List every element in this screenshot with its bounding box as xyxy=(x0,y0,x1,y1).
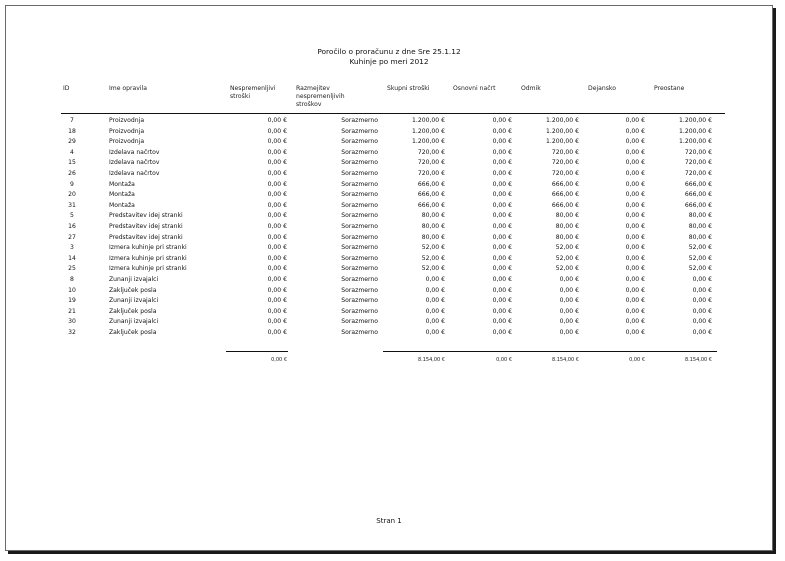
cell-name: Zaključek posla xyxy=(109,286,157,294)
cell-accrual: Sorazmerno xyxy=(341,254,378,262)
cell-remaining: 52,00 € xyxy=(688,244,712,252)
cell-accrual: Sorazmerno xyxy=(341,191,378,199)
cell-variance: 80,00 € xyxy=(555,223,579,230)
cell-fixed-cost: 0,00 € xyxy=(267,318,287,326)
cell-id: 10 xyxy=(68,286,76,294)
cell-total-cost: 1.200,00 € xyxy=(412,127,445,135)
cell-remaining: 0,00 € xyxy=(692,286,712,294)
cell-variance: 666,00 € xyxy=(551,180,579,188)
col-header-id: ID xyxy=(63,85,70,92)
cell-fixed-cost: 0,00 € xyxy=(267,148,287,156)
cell-accrual: Sorazmerno xyxy=(341,212,378,220)
cell-fixed-cost: 0,00 € xyxy=(267,117,287,124)
report-title-line1: Poročilo o proračunu z dne Sre 25.1.12 xyxy=(317,47,461,56)
cell-total-cost: 720,00 € xyxy=(417,170,445,177)
cell-name: Izmera kuhinje pri stranki xyxy=(109,254,187,262)
cell-accrual: Sorazmerno xyxy=(341,286,378,294)
cell-variance: 80,00 € xyxy=(555,212,579,220)
cell-name: Predstavitev idej stranki xyxy=(109,233,183,241)
cell-accrual: Sorazmerno xyxy=(341,138,378,146)
cell-fixed-cost: 0,00 € xyxy=(267,212,287,220)
cell-variance: 720,00 € xyxy=(551,148,579,156)
cell-id: 20 xyxy=(68,191,76,199)
cell-accrual: Sorazmerno xyxy=(341,276,378,283)
cell-fixed-cost: 0,00 € xyxy=(267,265,287,273)
cell-name: Predstavitev idej stranki xyxy=(109,212,183,220)
cell-actual: 0,00 € xyxy=(625,117,645,124)
cell-remaining: 80,00 € xyxy=(688,212,712,220)
cell-id: 26 xyxy=(68,170,76,177)
total-actual: 0,00 € xyxy=(629,357,645,363)
cell-fixed-cost: 0,00 € xyxy=(267,138,287,146)
cell-fixed-cost: 0,00 € xyxy=(267,223,287,230)
cell-total-cost: 80,00 € xyxy=(421,212,445,220)
cell-baseline: 0,00 € xyxy=(492,223,512,230)
total-remaining: 8.154,00 € xyxy=(684,357,712,363)
cell-total-cost: 666,00 € xyxy=(417,191,445,199)
cell-accrual: Sorazmerno xyxy=(341,127,378,135)
cell-id: 3 xyxy=(70,244,74,252)
cell-accrual: Sorazmerno xyxy=(341,223,378,230)
cell-name: Zunanji izvajalci xyxy=(109,276,159,283)
cell-total-cost: 666,00 € xyxy=(417,180,445,188)
page-number: Stran 1 xyxy=(376,517,402,525)
cell-name: Predstavitev idej stranki xyxy=(109,223,183,230)
cell-id: 8 xyxy=(70,276,74,283)
cell-remaining: 666,00 € xyxy=(684,180,712,188)
cell-baseline: 0,00 € xyxy=(492,233,512,241)
cell-baseline: 0,00 € xyxy=(492,127,512,135)
cell-fixed-cost: 0,00 € xyxy=(267,276,287,283)
cell-name: Zunanji izvajalci xyxy=(109,318,159,326)
cell-total-cost: 0,00 € xyxy=(425,276,445,283)
cell-accrual: Sorazmerno xyxy=(341,244,378,252)
cell-total-cost: 1.200,00 € xyxy=(412,117,445,124)
cell-actual: 0,00 € xyxy=(625,191,645,199)
cell-baseline: 0,00 € xyxy=(492,212,512,220)
cell-actual: 0,00 € xyxy=(625,159,645,167)
cell-actual: 0,00 € xyxy=(625,180,645,188)
cell-remaining: 0,00 € xyxy=(692,297,712,305)
cell-baseline: 0,00 € xyxy=(492,297,512,305)
cell-id: 14 xyxy=(68,254,76,262)
cell-accrual: Sorazmerno xyxy=(341,170,378,177)
cell-actual: 0,00 € xyxy=(625,170,645,177)
cell-fixed-cost: 0,00 € xyxy=(267,180,287,188)
report-title-line2: Kuhinje po meri 2012 xyxy=(349,57,429,66)
cell-total-cost: 80,00 € xyxy=(421,223,445,230)
cell-name: Proizvodnja xyxy=(109,117,145,124)
cell-fixed-cost: 0,00 € xyxy=(267,254,287,262)
cell-actual: 0,00 € xyxy=(625,254,645,262)
cell-total-cost: 720,00 € xyxy=(417,148,445,156)
cell-remaining: 0,00 € xyxy=(692,318,712,326)
cell-variance: 1.200,00 € xyxy=(546,138,579,146)
total-rule-costs xyxy=(383,351,717,352)
cell-accrual: Sorazmerno xyxy=(341,180,378,188)
cell-name: Proizvodnja xyxy=(109,127,145,135)
cell-remaining: 0,00 € xyxy=(692,329,712,336)
cell-fixed-cost: 0,00 € xyxy=(267,297,287,305)
cell-fixed-cost: 0,00 € xyxy=(267,244,287,252)
cell-accrual: Sorazmerno xyxy=(341,148,378,156)
cell-id: 18 xyxy=(68,127,76,135)
cell-name: Zaključek posla xyxy=(109,329,157,336)
col-header-actual: Dejansko xyxy=(588,85,616,92)
cell-actual: 0,00 € xyxy=(625,244,645,252)
cell-remaining: 0,00 € xyxy=(692,307,712,315)
cell-baseline: 0,00 € xyxy=(492,254,512,262)
cell-actual: 0,00 € xyxy=(625,276,645,283)
col-header-baseline: Osnovni načrt xyxy=(453,85,496,92)
cell-baseline: 0,00 € xyxy=(492,117,512,124)
cell-accrual: Sorazmerno xyxy=(341,329,378,336)
cell-total-cost: 52,00 € xyxy=(421,265,445,273)
cell-fixed-cost: 0,00 € xyxy=(267,286,287,294)
cell-baseline: 0,00 € xyxy=(492,148,512,156)
cell-id: 31 xyxy=(68,201,76,209)
cell-name: Montaža xyxy=(109,180,135,188)
cell-accrual: Sorazmerno xyxy=(341,117,378,124)
cell-id: 32 xyxy=(68,329,76,336)
cell-remaining: 80,00 € xyxy=(688,223,712,230)
cell-accrual: Sorazmerno xyxy=(341,233,378,241)
total-variance: 8.154,00 € xyxy=(551,357,579,363)
cell-total-cost: 666,00 € xyxy=(417,201,445,209)
cell-actual: 0,00 € xyxy=(625,127,645,135)
cell-accrual: Sorazmerno xyxy=(341,265,378,273)
cell-total-cost: 0,00 € xyxy=(425,318,445,326)
total-fixed-cost: 0,00 € xyxy=(271,357,287,363)
cell-baseline: 0,00 € xyxy=(492,265,512,273)
cell-variance: 52,00 € xyxy=(555,244,579,252)
cell-total-cost: 0,00 € xyxy=(425,307,445,315)
cell-id: 29 xyxy=(68,138,76,146)
cell-total-cost: 0,00 € xyxy=(425,297,445,305)
cell-id: 19 xyxy=(68,297,76,305)
cell-variance: 0,00 € xyxy=(559,297,579,305)
cell-baseline: 0,00 € xyxy=(492,276,512,283)
cell-variance: 0,00 € xyxy=(559,329,579,336)
cell-actual: 0,00 € xyxy=(625,318,645,326)
cell-actual: 0,00 € xyxy=(625,201,645,209)
cell-remaining: 80,00 € xyxy=(688,233,712,241)
cell-baseline: 0,00 € xyxy=(492,201,512,209)
cell-actual: 0,00 € xyxy=(625,329,645,336)
cell-remaining: 720,00 € xyxy=(684,170,712,177)
cell-id: 16 xyxy=(68,223,76,230)
cell-accrual: Sorazmerno xyxy=(341,159,378,167)
cell-id: 4 xyxy=(70,148,74,156)
cell-variance: 1.200,00 € xyxy=(546,117,579,124)
cell-actual: 0,00 € xyxy=(625,265,645,273)
cell-remaining: 52,00 € xyxy=(688,254,712,262)
cell-fixed-cost: 0,00 € xyxy=(267,329,287,336)
col-header-total-cost: Skupni stroški xyxy=(387,85,430,92)
cell-baseline: 0,00 € xyxy=(492,170,512,177)
cell-name: Izdelava načrtov xyxy=(109,148,160,156)
cell-fixed-cost: 0,00 € xyxy=(267,191,287,199)
total-total-cost: 8.154,00 € xyxy=(417,357,445,363)
cell-id: 5 xyxy=(70,212,74,220)
cell-variance: 666,00 € xyxy=(551,201,579,209)
cell-remaining: 720,00 € xyxy=(684,148,712,156)
cell-actual: 0,00 € xyxy=(625,307,645,315)
cell-total-cost: 52,00 € xyxy=(421,254,445,262)
cell-id: 15 xyxy=(68,159,76,167)
cell-baseline: 0,00 € xyxy=(492,138,512,146)
cell-variance: 720,00 € xyxy=(551,170,579,177)
cell-actual: 0,00 € xyxy=(625,138,645,146)
cell-accrual: Sorazmerno xyxy=(341,318,378,326)
cell-variance: 1.200,00 € xyxy=(546,127,579,135)
cell-name: Zaključek posla xyxy=(109,307,157,315)
cell-variance: 0,00 € xyxy=(559,307,579,315)
cell-baseline: 0,00 € xyxy=(492,286,512,294)
col-header-name: Ime opravila xyxy=(109,85,147,92)
cell-id: 25 xyxy=(68,265,76,273)
cell-id: 27 xyxy=(68,233,76,241)
cell-fixed-cost: 0,00 € xyxy=(267,233,287,241)
cell-fixed-cost: 0,00 € xyxy=(267,170,287,177)
cell-remaining: 0,00 € xyxy=(692,276,712,283)
cell-id: 30 xyxy=(68,318,76,326)
cell-total-cost: 80,00 € xyxy=(421,233,445,241)
col-header-accrual: Razmejitev nespremenljivih stroškov xyxy=(296,85,345,108)
cell-remaining: 1.200,00 € xyxy=(679,117,712,124)
cell-remaining: 720,00 € xyxy=(684,159,712,167)
cell-id: 9 xyxy=(70,180,74,188)
cell-actual: 0,00 € xyxy=(625,223,645,230)
cell-id: 7 xyxy=(70,117,74,124)
cell-name: Montaža xyxy=(109,191,135,199)
cell-baseline: 0,00 € xyxy=(492,191,512,199)
cell-name: Proizvodnja xyxy=(109,138,145,146)
cell-variance: 666,00 € xyxy=(551,191,579,199)
cell-fixed-cost: 0,00 € xyxy=(267,307,287,315)
report-page xyxy=(5,5,773,551)
cell-remaining: 52,00 € xyxy=(688,265,712,273)
cell-name: Montaža xyxy=(109,201,135,209)
cell-fixed-cost: 0,00 € xyxy=(267,159,287,167)
cell-variance: 0,00 € xyxy=(559,276,579,283)
col-header-variance: Odmik xyxy=(521,85,541,92)
cell-variance: 0,00 € xyxy=(559,318,579,326)
cell-variance: 720,00 € xyxy=(551,159,579,167)
cell-actual: 0,00 € xyxy=(625,297,645,305)
header-rule xyxy=(61,113,725,114)
cell-baseline: 0,00 € xyxy=(492,180,512,188)
cell-variance: 52,00 € xyxy=(555,254,579,262)
cell-accrual: Sorazmerno xyxy=(341,297,378,305)
cell-total-cost: 0,00 € xyxy=(425,329,445,336)
cell-actual: 0,00 € xyxy=(625,233,645,241)
cell-total-cost: 1.200,00 € xyxy=(412,138,445,146)
cell-baseline: 0,00 € xyxy=(492,159,512,167)
cell-accrual: Sorazmerno xyxy=(341,201,378,209)
col-header-fixed-cost: Nespremenljivi stroški xyxy=(230,85,276,100)
cell-name: Izdelava načrtov xyxy=(109,159,160,167)
cell-name: Izdelava načrtov xyxy=(109,170,160,177)
col-header-remaining: Preostane xyxy=(654,85,685,92)
cell-remaining: 666,00 € xyxy=(684,191,712,199)
cell-fixed-cost: 0,00 € xyxy=(267,201,287,209)
total-baseline: 0,00 € xyxy=(496,357,512,363)
cell-variance: 0,00 € xyxy=(559,286,579,294)
cell-actual: 0,00 € xyxy=(625,286,645,294)
cell-fixed-cost: 0,00 € xyxy=(267,127,287,135)
cell-total-cost: 0,00 € xyxy=(425,286,445,294)
cell-name: Zunanji izvajalci xyxy=(109,297,159,305)
cell-actual: 0,00 € xyxy=(625,212,645,220)
cell-baseline: 0,00 € xyxy=(492,318,512,326)
cell-accrual: Sorazmerno xyxy=(341,307,378,315)
cell-variance: 80,00 € xyxy=(555,233,579,241)
cell-total-cost: 52,00 € xyxy=(421,244,445,252)
cell-remaining: 1.200,00 € xyxy=(679,127,712,135)
cell-total-cost: 720,00 € xyxy=(417,159,445,167)
cell-remaining: 1.200,00 € xyxy=(679,138,712,146)
cell-actual: 0,00 € xyxy=(625,148,645,156)
total-rule-fixed xyxy=(226,351,288,352)
cell-id: 21 xyxy=(68,307,76,315)
cell-baseline: 0,00 € xyxy=(492,307,512,315)
cell-baseline: 0,00 € xyxy=(492,244,512,252)
cell-name: Izmera kuhinje pri stranki xyxy=(109,244,187,252)
cell-variance: 52,00 € xyxy=(555,265,579,273)
cell-name: Izmera kuhinje pri stranki xyxy=(109,265,187,273)
report-title xyxy=(6,47,772,67)
cell-remaining: 666,00 € xyxy=(684,201,712,209)
cell-baseline: 0,00 € xyxy=(492,329,512,336)
